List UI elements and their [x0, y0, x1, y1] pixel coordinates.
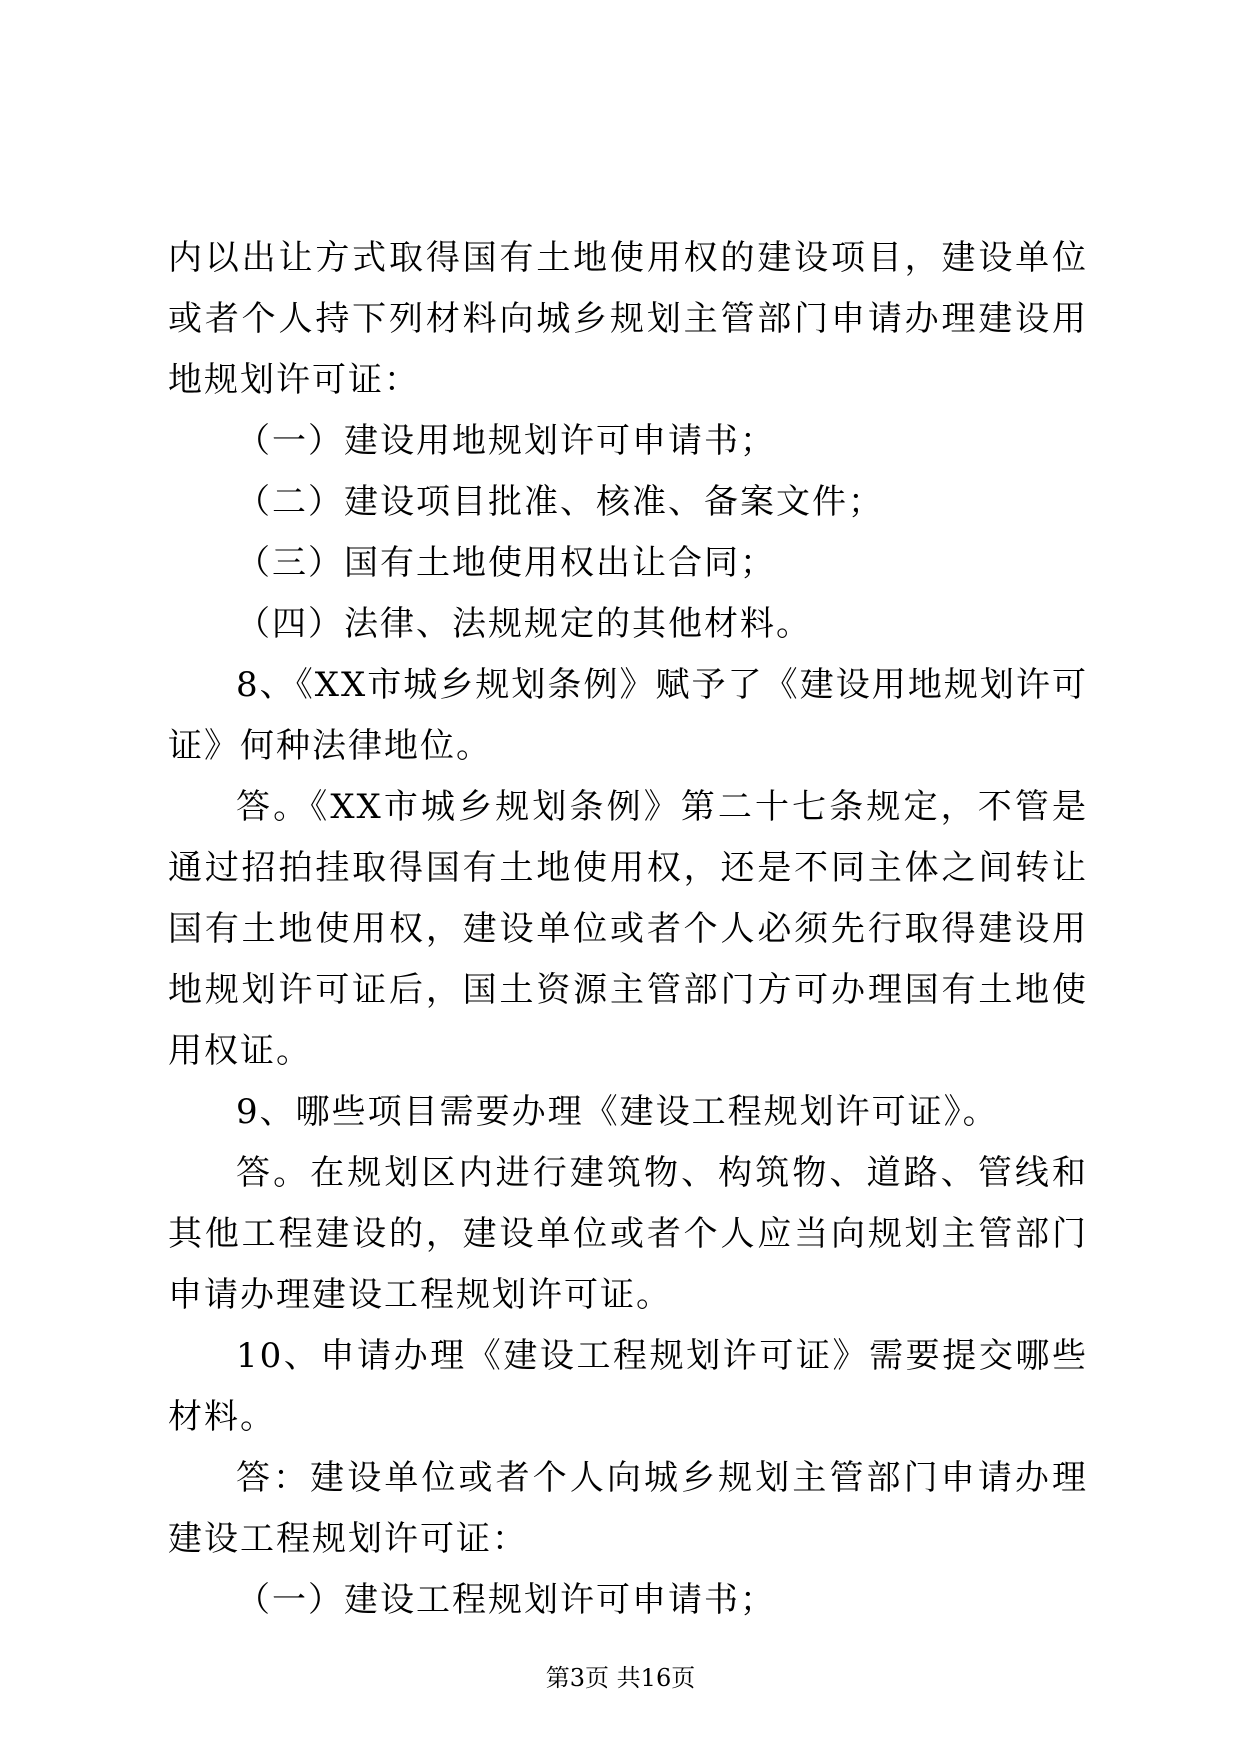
page-footer [0, 1663, 1241, 1693]
list-item-3: （三）国有土地使用权出让合同； [236, 543, 776, 583]
question-9: 9、哪些项目需要办理《建设工程规划许可证》。 [236, 1092, 999, 1132]
question-8: 8、《XX市城乡规划条例》赋予了《建设用地规划许可证》何种法律地位。 [168, 665, 1088, 766]
list-item-1: （一）建设用地规划许可申请书； [236, 421, 776, 461]
list-item-5: （一）建设工程规划许可申请书； [236, 1580, 776, 1620]
question-10: 10、申请办理《建设工程规划许可证》需要提交哪些材料。 [168, 1336, 1088, 1437]
answer-9: 答。在规划区内进行建筑物、构筑物、道路、管线和其他工程建设的，建设单位或者个人应当向规划主管部门申请办理建设工程规划许可证。 [168, 1153, 1088, 1315]
answer-10: 答：建设单位或者个人向城乡规划主管部门申请办理建设工程规划许可证： [168, 1458, 1088, 1559]
paragraph-1: 内以出让方式取得国有土地使用权的建设项目，建设单位或者个人持下列材料向城乡规划主管部门申请办理建设用地规划许可证： [168, 238, 1088, 400]
list-item-2: （二）建设项目批准、核准、备案文件； [236, 482, 884, 522]
page-number-label: 第3页 共16页 [545, 1664, 696, 1692]
document-body [168, 228, 1088, 1631]
answer-8: 答。《XX市城乡规划条例》第二十七条规定，不管是通过招拍挂取得国有土地使用权，还是不同主体之间转让国有土地使用权，建设单位或者个人必须先行取得建设用地规划许可证后，国土资源主管部门方可办理国有土地使用权证。 [168, 787, 1088, 1071]
list-item-4: （四）法律、法规规定的其他材料。 [236, 604, 812, 644]
